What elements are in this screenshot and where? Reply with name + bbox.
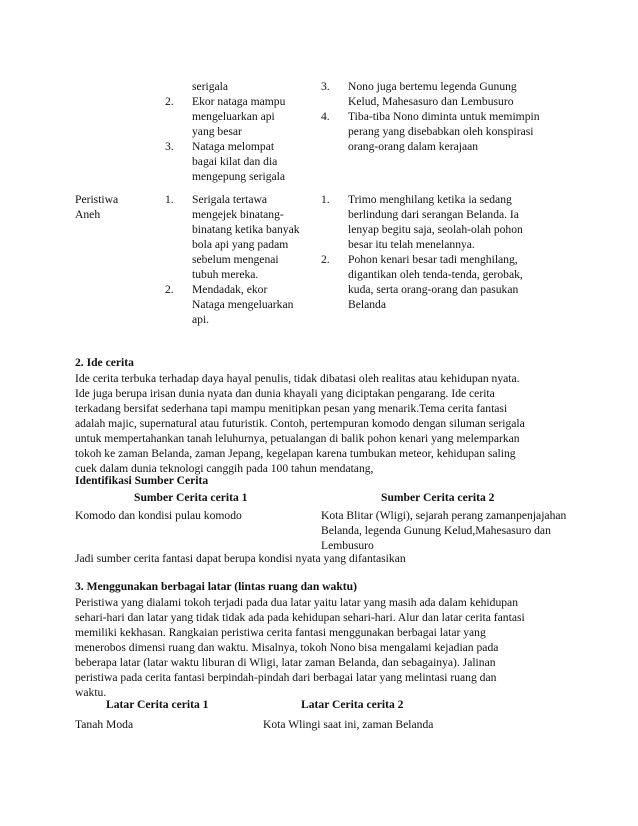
paragraph-line: terkadang bersifat sederhana tapi mampu menitipkan pesan yang menarik.Tema cerita fantasi bbox=[75, 402, 508, 415]
paragraph-line: untuk mempertahankan tanah leluhurnya, petualangan di balik pohon kenari yang melemparkan bbox=[75, 432, 520, 445]
section-3-heading: 3. Menggunakan berbagai latar (lintas ruang dan waktu) bbox=[75, 580, 357, 593]
sumber-cerita-1-header: Sumber Cerita cerita 1 bbox=[134, 491, 248, 504]
list-item-number: 2. bbox=[321, 253, 330, 266]
list-item-line: Kelud, Mahesasuro dan Lembusuro bbox=[348, 95, 514, 108]
paragraph-line: memiliki kekhasan. Rangkaian peristiwa cerita fantasi menggunakan berbagai latar yang bbox=[75, 626, 486, 639]
paragraph-line: menerobos dimensi ruang dan waktu. Misalnya, tokoh Nono bisa mengalami kejadian pada bbox=[75, 641, 499, 654]
table-row-2-col3-list bbox=[321, 192, 591, 312]
paragraph-line: cuek dalam dunia teknologi canggih pada 100 tahun mendatang, bbox=[75, 462, 374, 475]
paragraph-line: Mahesasuro dan Lembusuro bbox=[321, 524, 551, 552]
section-3-paragraph bbox=[75, 595, 563, 700]
paragraph-line: Ide juga berupa irisan dunia nyata dan dunia khayali yang diciptakan pengarang. Ide cerita bbox=[75, 387, 495, 400]
section-2-conclusion: Jadi sumber cerita fantasi dapat berupa kondisi nyata yang difantasikan bbox=[75, 552, 406, 565]
list-item-line: bagai kilat dan dia bbox=[192, 155, 278, 168]
list-item bbox=[321, 252, 591, 312]
list-item bbox=[165, 139, 315, 184]
list-item-line: bola api yang padam bbox=[192, 238, 289, 251]
paragraph-line: penjajahan Belanda, legenda Gunung Kelud, bbox=[321, 509, 567, 537]
list-item-line: Belanda bbox=[348, 298, 386, 311]
row-label-line-1: Peristiwa bbox=[75, 193, 119, 206]
list-item-line: Trimo menghilang ketika ia sedang bbox=[348, 193, 512, 206]
col2-continuation-text: serigala bbox=[192, 80, 229, 93]
table-row-1-col2-list bbox=[165, 94, 315, 184]
paragraph-line: Peristiwa yang dialami tokoh terjadi pada dua latar yaitu latar yang masih ada dalam kehidupan bbox=[75, 596, 518, 609]
list-item-line: mengeluarkan api bbox=[192, 110, 275, 123]
latar-cerita-1-value: Tanah Moda bbox=[75, 718, 134, 731]
list-item-line: Tiba-tiba Nono diminta untuk memimpin bbox=[348, 110, 540, 123]
list-item-line: Nataga melompat bbox=[192, 140, 275, 153]
paragraph-line: adalah majic, supernatural atau futuristik. Contoh, pertempuran komodo dengan siluman serigala bbox=[75, 417, 525, 430]
sumber-cerita-2-header: Sumber Cerita cerita 2 bbox=[381, 491, 495, 504]
table-row-1-col2 bbox=[165, 79, 315, 184]
list-item-line: sebelum mengenai bbox=[192, 253, 279, 266]
paragraph-line: tokoh ke zaman Belanda, zaman Jepang, kegelapan karena tumbukan meteor, kehidupan saling bbox=[75, 447, 516, 460]
list-item-number: 3. bbox=[165, 140, 174, 153]
list-item-line: besar itu telah menelannya. bbox=[348, 238, 475, 251]
section-2-heading: 2. Ide cerita bbox=[75, 356, 134, 369]
sumber-cerita-1-value: Komodo dan kondisi pulau komodo bbox=[75, 509, 242, 522]
table-row-1-col3-list bbox=[321, 79, 591, 154]
list-item-line: perang yang disebabkan oleh konspirasi bbox=[348, 125, 534, 138]
table-row-2-col2-list bbox=[165, 192, 315, 327]
list-item-number: 1. bbox=[165, 193, 174, 206]
latar-cerita-1-header: Latar Cerita cerita 1 bbox=[106, 698, 209, 711]
section-2-paragraph bbox=[75, 371, 563, 476]
list-item-line: binatang ketika banyak bbox=[192, 223, 300, 236]
paragraph-line: waktu. bbox=[75, 686, 107, 699]
list-item bbox=[165, 192, 315, 282]
list-item-line: orang-orang dalam kerajaan bbox=[348, 140, 479, 153]
sumber-cerita-2-value bbox=[321, 508, 591, 553]
row-label-peristiwa-aneh bbox=[75, 192, 155, 222]
paragraph-line: beberapa latar (latar waktu liburan di Wligi, latar zaman Belanda, dan sebagainya). Jalinan bbox=[75, 656, 496, 669]
list-item-line: digantikan oleh tenda-tenda, gerobak, bbox=[348, 268, 523, 281]
latar-cerita-2-header: Latar Cerita cerita 2 bbox=[301, 698, 404, 711]
list-item-line: Nataga mengeluarkan bbox=[192, 298, 294, 311]
list-item-line: lenyap begitu saja, seolah-olah pohon bbox=[348, 223, 523, 236]
list-item-number: 2. bbox=[165, 283, 174, 296]
list-item-line: berlindung dari serangan Belanda. Ia bbox=[348, 208, 519, 221]
list-item-number: 2. bbox=[165, 95, 174, 108]
list-item-line: kuda, serta orang-orang dan pasukan bbox=[348, 283, 519, 296]
list-item-line: mengejek binatang- bbox=[192, 208, 284, 221]
paragraph-line: Ide cerita terbuka terhadap daya hayal penulis, tidak dibatasi oleh realitas atau kehidupan nyata. bbox=[75, 372, 520, 385]
row-label-line-2: Aneh bbox=[75, 208, 101, 221]
list-item bbox=[321, 109, 591, 154]
list-item-line: Ekor nataga mampu bbox=[192, 95, 286, 108]
list-item-line: mengepung serigala bbox=[192, 170, 286, 183]
paragraph-line: peristiwa pada cerita fantasi berpindah-pindah dari berbagai latar yang melintasi ruang dan bbox=[75, 671, 497, 684]
list-item-line: Mendadak, ekor bbox=[192, 283, 268, 296]
list-item-line: tubuh mereka. bbox=[192, 268, 259, 281]
list-item bbox=[165, 282, 315, 327]
paragraph-line: sehari-hari dan latar yang tidak tidak ada pada kehidupan sehari-hari. Alur dan latar cerita fantasi bbox=[75, 611, 525, 624]
identifikasi-heading: Identifikasi Sumber Cerita bbox=[75, 474, 209, 487]
list-item bbox=[165, 94, 315, 139]
list-item-number: 1. bbox=[321, 193, 330, 206]
list-item bbox=[321, 79, 591, 109]
paragraph-line: Kota Blitar (Wligi), sejarah perang zaman bbox=[321, 509, 517, 522]
list-item-number: 4. bbox=[321, 110, 330, 123]
list-item-line: yang besar bbox=[192, 125, 242, 138]
list-item-line: Serigala tertawa bbox=[192, 193, 267, 206]
latar-cerita-2-value: Kota Wlingi saat ini, zaman Belanda bbox=[263, 718, 434, 731]
list-item-line: Nono juga bertemu legenda Gunung bbox=[348, 80, 517, 93]
list-item bbox=[321, 192, 591, 252]
list-item-number: 3. bbox=[321, 80, 330, 93]
list-item-line: Pohon kenari besar tadi menghilang, bbox=[348, 253, 518, 266]
list-item-line: api. bbox=[192, 313, 210, 326]
